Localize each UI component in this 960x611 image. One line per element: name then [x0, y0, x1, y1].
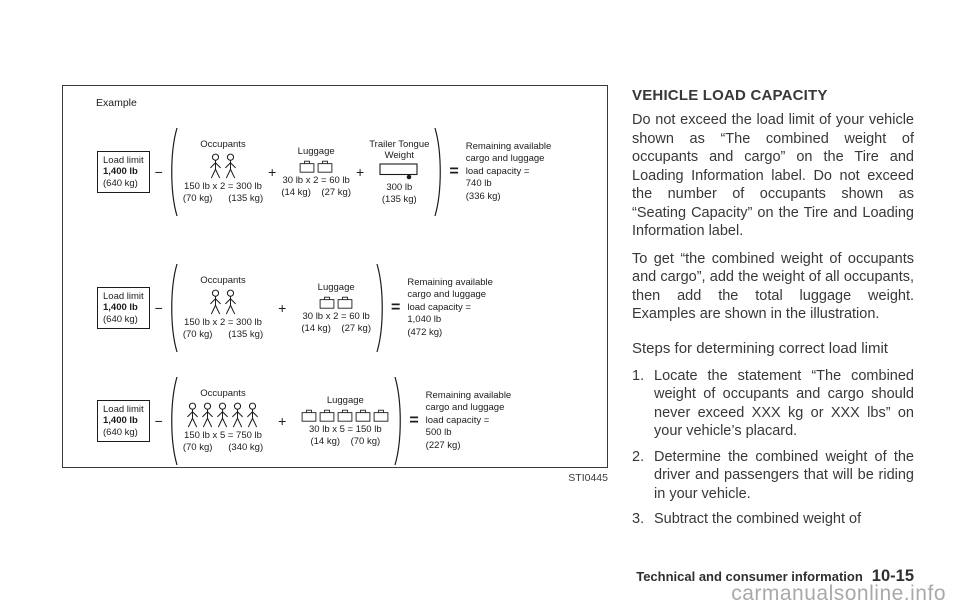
body-paragraph: To get “the combined weight of occupants and cargo”, add the weight of all occupants, then add the total luggage weight. Examples are shown in the illustration. — [632, 250, 914, 322]
luggage-icons — [301, 409, 389, 422]
result-line: cargo and luggage — [425, 402, 505, 414]
luggage-icons — [299, 160, 333, 173]
load-limit-kg: (640 kg) — [103, 426, 138, 438]
load-limit-value: 1,400 lb — [103, 415, 138, 427]
luggage-group — [301, 282, 371, 335]
result-kg: (227 kg) — [425, 439, 461, 451]
result-line: cargo and luggage — [407, 289, 487, 301]
result-line: load capacity = — [407, 301, 471, 313]
luggage-kg: (14 kg) (27 kg) — [281, 186, 352, 198]
occupants-calc: 150 lb x 2 = 300 lb — [184, 181, 262, 192]
equals-sign: = — [391, 299, 401, 316]
load-limit-box — [97, 287, 150, 330]
result-kg: (336 kg) — [465, 190, 501, 202]
minus-sign: − — [154, 300, 163, 316]
load-limit-kg: (640 kg) — [103, 313, 138, 325]
trailer-weight-label: Weight — [384, 149, 414, 161]
occupants-calc: 150 lb x 5 = 750 lb — [184, 430, 262, 441]
step-number: 1. — [632, 367, 645, 384]
result-value: 1,040 lb — [407, 314, 442, 326]
luggage-kg: (14 kg) (70 kg) — [310, 435, 381, 447]
example-label: Example — [96, 97, 137, 109]
result-line: Remaining available — [407, 276, 493, 288]
luggage-label: Luggage — [317, 281, 355, 293]
luggage-calc: 30 lb x 5 = 150 lb — [309, 423, 382, 435]
suitcase-icon — [319, 409, 335, 422]
luggage-group — [281, 146, 351, 199]
occupant-icon — [201, 402, 214, 428]
step-text: Locate the statement “The combined weight of occupants and cargo should never exceed XXX kg or XXX lbs” on your vehicle’s placard. — [654, 367, 914, 439]
result-line: Remaining available — [465, 140, 552, 152]
result-line: load capacity = — [465, 165, 530, 177]
trailer-tongue-icon — [379, 163, 419, 180]
open-paren-icon — [168, 375, 178, 467]
result-line: cargo and luggage — [465, 153, 545, 165]
luggage-label: Luggage — [297, 145, 335, 157]
luggage-calc: 30 lb x 2 = 60 lb — [282, 174, 350, 186]
remaining-capacity-text — [426, 390, 512, 453]
footer-section-title: Technical and consumer information — [636, 569, 863, 584]
occupant-icons — [209, 153, 237, 179]
occupant-icon — [186, 402, 199, 428]
result-kg: (472 kg) — [407, 326, 443, 338]
suitcase-icon — [319, 296, 335, 309]
close-paren-icon — [376, 262, 386, 354]
occupant-icon — [224, 153, 237, 179]
suitcase-icon — [337, 409, 353, 422]
equals-sign: = — [449, 163, 459, 180]
plus-sign: + — [268, 164, 277, 180]
plus-sign: + — [356, 164, 365, 180]
luggage-calc: 30 lb x 2 = 60 lb — [302, 310, 370, 322]
occupants-label: Occupants — [200, 139, 246, 150]
load-limit-line: Load limit — [103, 290, 144, 302]
occupants-kg: (70 kg) (135 kg) — [182, 193, 264, 204]
suitcase-icon — [337, 296, 353, 309]
figure-caption: STI0445 — [568, 472, 608, 484]
suitcase-icon — [317, 160, 333, 173]
step-item — [632, 510, 914, 529]
occupants-calc: 150 lb x 2 = 300 lb — [184, 317, 262, 328]
occupant-icons — [186, 402, 259, 428]
article-column — [632, 87, 914, 536]
suitcase-icon — [373, 409, 389, 422]
occupant-icon — [224, 289, 237, 315]
close-paren-icon — [434, 126, 444, 218]
occupant-icon — [209, 289, 222, 315]
step-item — [632, 367, 914, 441]
occupants-group — [183, 139, 263, 205]
result-value: 500 lb — [425, 427, 452, 439]
occupants-label: Occupants — [200, 275, 246, 286]
calc-row-1 — [97, 124, 601, 220]
occupant-icon — [216, 402, 229, 428]
step-text: Subtract the combined weight of — [654, 511, 862, 527]
suitcase-icon — [299, 160, 315, 173]
occupant-icon — [209, 153, 222, 179]
load-limit-value: 1,400 lb — [103, 302, 138, 314]
step-item — [632, 448, 914, 504]
luggage-kg: (14 kg) (27 kg) — [301, 322, 372, 334]
step-text: Determine the combined weight of the driver and passengers that will be riding in your vehicle. — [654, 448, 914, 502]
load-limit-kg: (640 kg) — [103, 177, 138, 189]
occupants-group — [183, 388, 263, 454]
load-capacity-figure — [62, 85, 608, 468]
suitcase-icon — [301, 409, 317, 422]
suitcase-icon — [355, 409, 371, 422]
steps-list — [632, 367, 914, 529]
step-number: 2. — [632, 448, 645, 465]
equals-sign: = — [409, 412, 419, 429]
minus-sign: − — [154, 164, 163, 180]
page-title: VEHICLE LOAD CAPACITY — [632, 87, 828, 104]
occupant-icon — [246, 402, 259, 428]
occupant-icon — [231, 402, 244, 428]
occupant-icons — [209, 289, 237, 315]
occupants-group — [183, 275, 263, 341]
step-number: 3. — [632, 511, 645, 527]
occupants-label: Occupants — [200, 388, 246, 399]
plus-sign: + — [278, 413, 287, 429]
load-limit-box — [97, 151, 150, 194]
plus-sign: + — [278, 300, 287, 316]
remaining-capacity-text — [466, 141, 552, 204]
page-number: 10-15 — [871, 567, 914, 585]
luggage-label: Luggage — [326, 394, 364, 406]
result-line: load capacity = — [425, 414, 490, 426]
watermark: carmanualsonline.info — [731, 582, 946, 605]
result-line: Remaining available — [425, 389, 512, 401]
close-paren-icon — [394, 375, 404, 467]
luggage-group — [301, 395, 389, 448]
occupants-kg: (70 kg) (135 kg) — [182, 329, 264, 340]
trailer-calc: 300 lb — [386, 181, 413, 193]
calc-row-3 — [97, 373, 601, 469]
load-limit-line: Load limit — [103, 154, 144, 166]
occupants-kg: (70 kg) (340 kg) — [182, 442, 264, 453]
body-paragraph: Do not exceed the load limit of your vehicle shown as “The combined weight of occupants and cargo” on the Tire and Loading Information label. Do not exceed the number of occupants shown as “Seating Capacity” on the Tire and Loading Information label. — [632, 112, 914, 239]
calc-row-2 — [97, 260, 601, 356]
result-value: 740 lb — [465, 178, 492, 190]
load-limit-box — [97, 400, 150, 443]
trailer-tongue-group — [369, 139, 429, 206]
section-subheading: Steps for determining correct load limit — [632, 339, 888, 357]
open-paren-icon — [168, 262, 178, 354]
minus-sign: − — [154, 413, 163, 429]
trailer-tongue-label: Trailer Tongue — [369, 138, 430, 150]
trailer-kg: (135 kg) — [381, 193, 417, 205]
load-limit-value: 1,400 lb — [103, 166, 138, 178]
remaining-capacity-text — [407, 277, 493, 340]
luggage-icons — [319, 296, 353, 309]
open-paren-icon — [168, 126, 178, 218]
load-limit-line: Load limit — [103, 403, 144, 415]
